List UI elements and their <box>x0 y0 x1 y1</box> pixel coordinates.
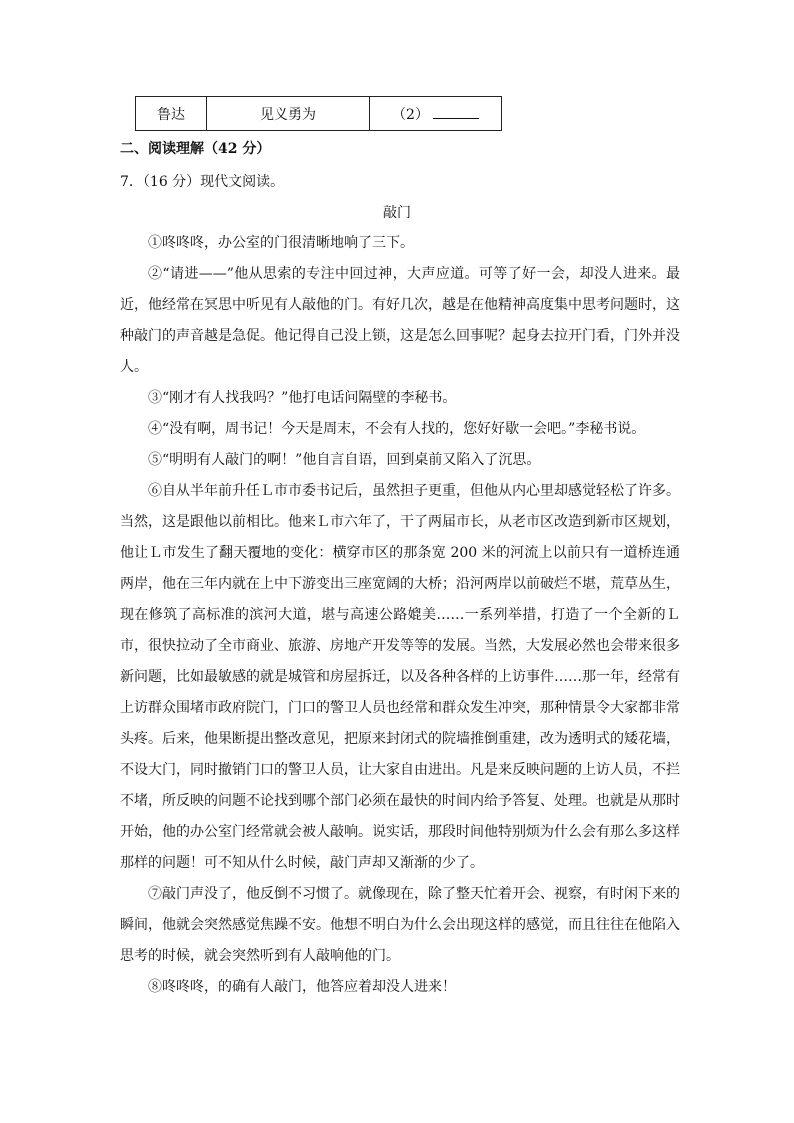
table-cell-name: 鲁达 <box>136 97 207 131</box>
article-title: 敲门 <box>383 205 411 221</box>
table-cell-answer <box>370 97 502 131</box>
article-body <box>120 228 680 1003</box>
answer-table <box>135 96 502 131</box>
article-paragraph-6: ⑥自从半年前升任Ｌ市市委书记后，虽然担子更重，但他从内心里却感觉轻松了许多。当然，这是跟他以前相比。他来Ｌ市六年了，干了两届市长，从老市区改造到新市区规划，他让Ｌ市发生了翻天覆地的变化：横穿市区的那条宽 200 米的河流上以前只有一道桥连通两岸，他在三年内就在上中下游变出三座宽阔的大桥；沿河两岸以前破烂不堪，荒草丛生，现在修筑了高标准的滨河大道，堪与高速公路媲美……一系列举措，打造了一个全新的Ｌ市，很快拉动了全市商业、旅游、房地产开发等等的发展。当然，大发展必然也会带来很多新问题，比如最敏感的就是城管和房屋拆迁，以及各种各样的上访事件……那一年，经常有上访群众围堵市政府院门，门口的警卫人员也经常和群众发生冲突，那种情景令大家都非常头疼。后来，他果断提出整改意见，把原来封闭式的院墙推倒重建，改为透明式的矮花墙，不设大门，同时撤销门口的警卫人员，让大家自由进出。凡是来反映问题的上访人员，不拦不堵，所反映的问题不论找到哪个部门必须在最快的时间内给予答复、处理。也就是从那时开始，他的办公室门经常就会被人敲响。说实话，那段时间他特别烦为什么会有那么多这样那样的问题！可不知从什么时候，敲门声却又渐渐的少了。 <box>120 483 680 871</box>
article-paragraph-2: ②“请进——”他从思索的专注中回过神，大声应道。可等了好一会，却没人进来。最近，他经常在冥思中听见有人敲他的门。有好几次，越是在他精神高度集中思考问题时，这种敲门的声音越是急促。他记得自己没上锁，这是怎么回事呢？起身去拉开门看，门外并没人。 <box>120 266 680 375</box>
answer-blank[interactable] <box>433 104 479 119</box>
article-paragraph-5: ⑤“明明有人敲门的啊！”他自言自语，回到桌前又陷入了沉思。 <box>148 452 541 468</box>
article-paragraph-8: ⑧咚咚咚，的确有人敲门，他答应着却没人进来！ <box>148 979 456 995</box>
question-heading: 7．（16 分）现代文阅读。 <box>120 174 285 190</box>
answer-number: （2） <box>392 106 429 123</box>
article-paragraph-7: ⑦敲门声没了，他反倒不习惯了。就像现在，除了整天忙着开会、视察，有时闲下来的瞬间，他就会突然感觉焦躁不安。他想不明白为什么会出现这样的感觉，而且往往在他陷入思考的时候，就会突然听到有人敲响他的门。 <box>120 886 680 964</box>
section-title: 二、阅读理解（42 分） <box>120 141 271 157</box>
table-row <box>136 97 502 131</box>
article-paragraph-4: ④“没有啊，周书记！今天是周末，不会有人找的，您好好歇一会吧。”李秘书说。 <box>148 421 646 437</box>
table-cell-deed: 见义勇为 <box>207 97 370 131</box>
article-paragraph-3: ③“刚才有人找我吗？”他打电话问隔壁的李秘书。 <box>148 390 457 406</box>
article-paragraph-1: ①咚咚咚，办公室的门很清晰地响了三下。 <box>148 235 414 251</box>
